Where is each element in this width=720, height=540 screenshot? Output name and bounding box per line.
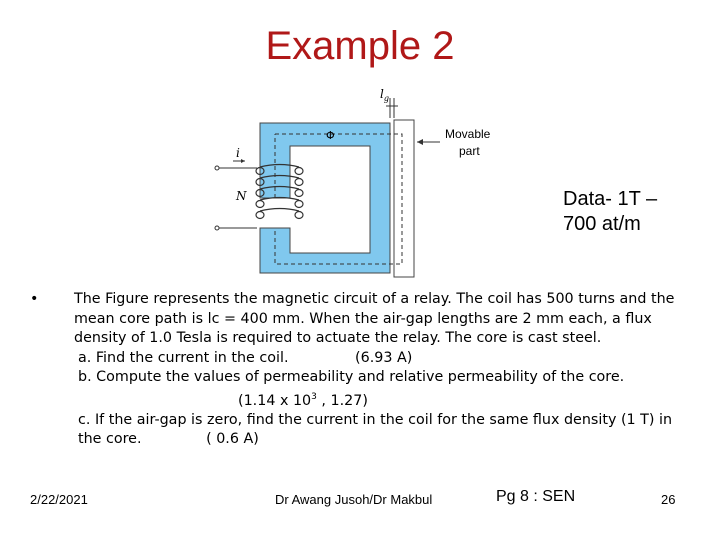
part-b-text: b. Compute the values of permeability and relative permeability of the core. <box>78 369 625 385</box>
part-a-answer: (6.93 A) <box>355 349 413 366</box>
data-note-line1: Data- 1T – <box>563 188 658 210</box>
slide-title: Example 2 <box>265 24 455 68</box>
turns-label: N <box>236 189 247 203</box>
relay-magnetic-circuit-diagram <box>205 78 525 278</box>
part-c <box>74 411 700 450</box>
movable-label-line2: part <box>459 144 480 158</box>
intro-text: The Figure represents the magnetic circuit of a relay. The coil has 500 turns and the mean core path is lc = 400 mm. When the air-gap lengths are 2 mm each, a flux density of 1.0 Tesla is required to actuate the relay. The core is cast steel. <box>74 291 675 346</box>
slide-number: 26 <box>661 492 676 507</box>
part-b-answer: (1.14 x $10^3$ , 1.27) <box>238 391 368 409</box>
movable-label-line1: Movable <box>445 127 491 141</box>
data-note-line2: 700 at/m <box>563 213 641 235</box>
movable-part <box>394 120 414 277</box>
current-label: i <box>236 146 240 160</box>
bullet-icon: • <box>30 291 39 307</box>
part-a-text: a. Find the current in the coil. <box>78 349 289 366</box>
part-b <box>74 368 700 411</box>
problem-paragraph <box>30 290 700 450</box>
part-c-text: c. If the air-gap is zero, find the current in the coil for the same flux density (1 T) in the core. <box>78 411 673 448</box>
flux-label: Φ <box>326 129 335 142</box>
problem-statement <box>30 290 700 450</box>
lg-label: $l_g$ <box>380 87 389 103</box>
part-c-answer: ( 0.6 A) <box>206 431 259 448</box>
data-note <box>563 187 657 237</box>
page-label: Pg 8 : SEN <box>496 488 576 505</box>
footer-author: Dr Awang Jusoh/Dr Makbul <box>275 492 433 507</box>
part-a <box>74 349 700 369</box>
footer-date: 2/22/2021 <box>30 492 88 507</box>
